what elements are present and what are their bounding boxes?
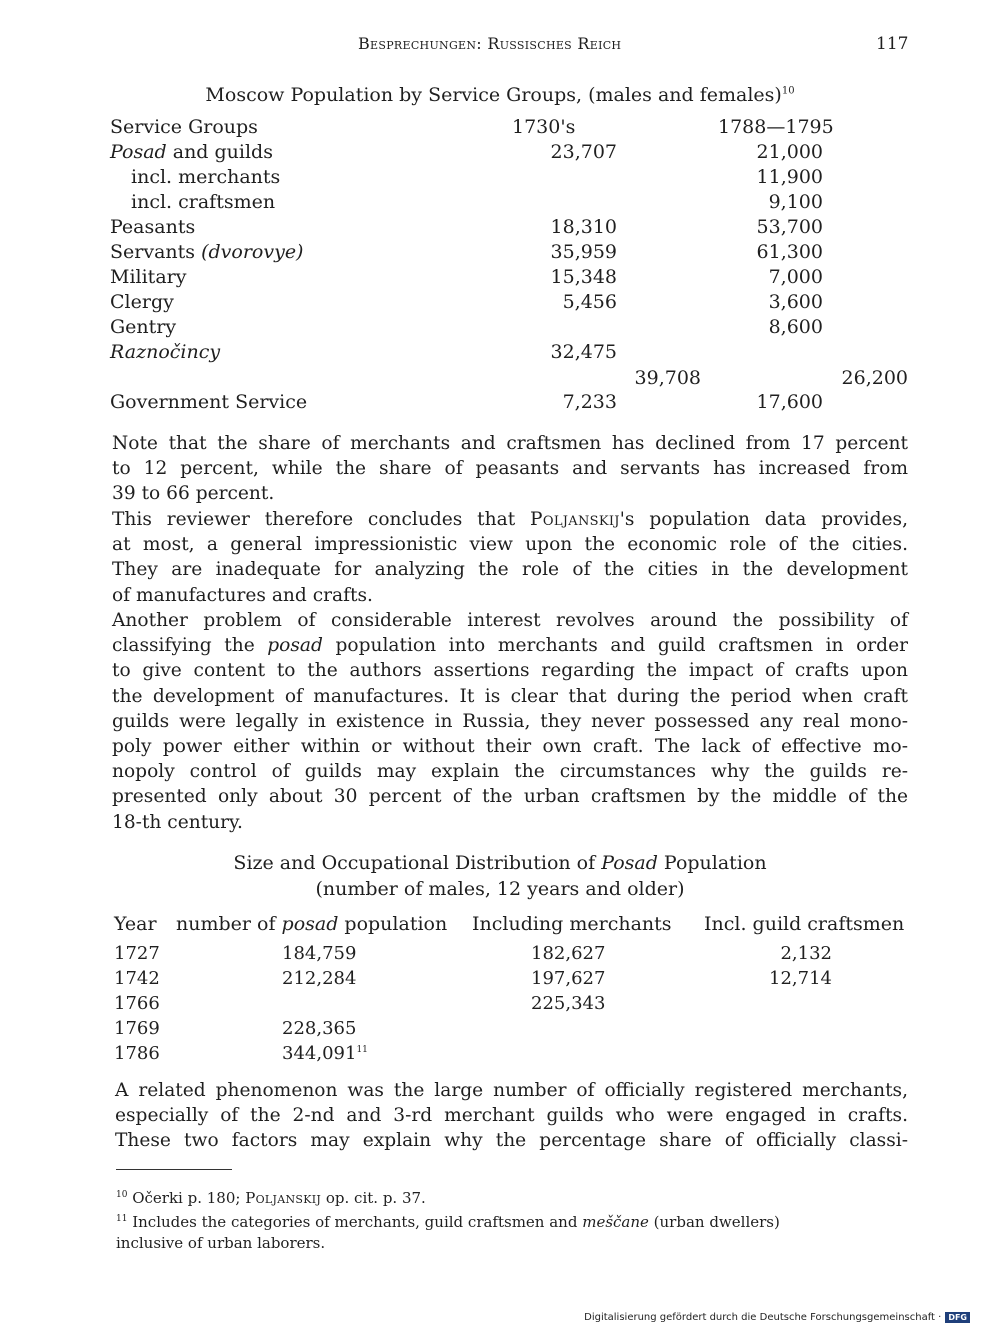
table2-caption: Size and Occupational Distribution of Posad Population <box>233 852 767 874</box>
table1-cell-1730: 5,456 <box>562 291 617 313</box>
text-line: classifying the posad population into merchants and guild craftsmen in order <box>112 635 908 657</box>
table1-row-label: Clergy <box>110 291 174 313</box>
table1-cell-1730: 15,348 <box>550 266 617 288</box>
author-name: Poljanskij <box>530 509 620 530</box>
footnote-ref-11: 11 <box>356 1045 368 1055</box>
table1-cell-1788: 21,000 <box>756 141 823 163</box>
table1-row-label: Posad and guilds <box>110 141 273 163</box>
table1-cell-1788: 53,700 <box>756 216 823 238</box>
table2-cell-merchants: 225,343 <box>531 993 606 1014</box>
table2-cell-merchants: 197,627 <box>531 968 606 989</box>
table2-header-year: Year <box>114 913 157 935</box>
table1-caption: Moscow Population by Service Groups, (males and females)$^{10}$ <box>205 84 795 106</box>
table1-header-group: Service Groups <box>110 116 258 138</box>
text-line: the development of manufactures. It is clear that during the period when craft <box>112 685 908 707</box>
table1-cell-1730: 18,310 <box>550 216 617 238</box>
table1-cell-1788: 61,300 <box>756 241 823 263</box>
table1-header-1730: 1730's <box>512 116 576 138</box>
text-line: to 12 percent, while the share of peasants and servants has increased from <box>112 458 908 480</box>
table2-cell-guild: 12,714 <box>769 968 832 989</box>
footnote-ref-10: 10 <box>781 85 795 97</box>
text-line: 18-th century. <box>112 811 243 833</box>
table2-cell-population: 212,284 <box>282 968 357 989</box>
table2-subcaption: (number of males, 12 years and older) <box>315 878 685 900</box>
table2-header-population: number of posad population <box>176 913 448 935</box>
table2-cell-guild: 2,132 <box>780 943 832 964</box>
table2-cell-year: 1742 <box>114 968 160 989</box>
table2-cell-population: 228,365 <box>282 1018 357 1039</box>
table2-cell-year: 1727 <box>114 943 160 964</box>
text-line: They are inadequate for analyzing the role of the cities in the development <box>112 559 908 581</box>
text-line: especially of the 2-nd and 3-rd merchant guilds who were engaged in crafts. <box>115 1105 908 1127</box>
text-line: Another problem of considerable interest revolves around the possibility of <box>112 610 908 631</box>
table2-cell-population: 344,091$^{11}$ <box>282 1043 368 1064</box>
funding-notice: Digitalisierung gefördert durch die Deutsche Forschungsgemeinschaft · DFG <box>584 1312 970 1323</box>
running-header: Besprechungen: Russisches Reich <box>358 34 622 53</box>
table1-cell-1730: 23,707 <box>550 141 617 163</box>
text-line: Note that the share of merchants and craftsmen has declined from 17 percent <box>112 433 908 454</box>
table2-cell-year: 1766 <box>114 993 160 1014</box>
footnote-11-continued: inclusive of urban laborers. <box>116 1234 326 1252</box>
paragraph-conclusion <box>112 507 908 608</box>
table1-cell-1788: 17,600 <box>756 391 823 413</box>
text-line: This reviewer therefore concludes that Poljanskij's population data provides, <box>112 509 908 530</box>
table2-cell-population: 184,759 <box>282 943 357 964</box>
text-line: nopoly control of guilds may explain the circumstances why the guilds re- <box>112 761 908 783</box>
table2-cell-year: 1786 <box>114 1043 160 1064</box>
footnote-11: $^{11}$ Includes the categories of merchants, guild craftsmen and meščane (urban dwellers) <box>116 1213 780 1231</box>
table2-header-guild: Incl. guild craftsmen <box>704 913 905 935</box>
table1-cell-1788: 8,600 <box>768 316 823 338</box>
table1-cell-1788: 7,000 <box>768 266 823 288</box>
table1-cell-1730: 7,233 <box>562 391 617 413</box>
paragraph-related-phenomenon <box>115 1078 908 1154</box>
text-line: A related phenomenon was the large number of officially registered merchants, <box>115 1080 908 1101</box>
table1-row-label: Government Service <box>110 391 308 413</box>
table1-row-label: Gentry <box>110 316 177 338</box>
dfg-logo: DFG <box>945 1312 970 1323</box>
text-line: These two factors may explain why the percentage share of officially classi- <box>115 1130 908 1152</box>
table1-row-label: Servants (dvorovye) <box>110 241 304 263</box>
table1-subtotal-1730: 39,708 <box>634 367 701 389</box>
text-line: to give content to the authors assertions regarding the impact of crafts upon <box>112 660 908 682</box>
table2-cell-year: 1769 <box>114 1018 160 1039</box>
table2-cell-merchants: 182,627 <box>531 943 606 964</box>
text-line: at most, a general impressionistic view upon the economic role of the cities. <box>112 534 908 556</box>
footnote-10: $^{10}$ Očerki p. 180; Poljanskij op. cit. p. 37. <box>116 1189 426 1207</box>
text-line: poly power either within or without their own craft. The lack of effective mo- <box>112 736 908 758</box>
text-line: of manufactures and crafts. <box>112 584 373 606</box>
table1-subtotal-1788: 26,200 <box>841 367 908 389</box>
text-line: 39 to 66 percent. <box>112 483 275 505</box>
table1-row-label: Raznočincy <box>110 341 221 363</box>
table1-cell-1730: 35,959 <box>550 241 617 263</box>
paragraph-note <box>112 431 908 507</box>
table1-cell-1730: 32,475 <box>550 341 617 363</box>
table1-row-label: Peasants <box>110 216 196 238</box>
table1-cell-1788: 3,600 <box>768 291 823 313</box>
table1-row-label: incl. merchants <box>131 166 281 188</box>
paragraph-posad-classification <box>112 608 908 835</box>
table2-header-merchants: Including merchants <box>472 913 672 935</box>
text-line: guilds were legally in existence in Russia, they never possessed any real mono- <box>112 710 908 732</box>
page-number: 117 <box>876 34 909 54</box>
table1-cell-1788: 11,900 <box>756 166 823 188</box>
text-line: presented only about 30 percent of the urban craftsmen by the middle of the <box>112 786 908 808</box>
footnote-rule <box>116 1169 232 1170</box>
table1-cell-1788: 9,100 <box>768 191 823 213</box>
table1-header-1788: 1788—1795 <box>718 116 834 138</box>
table1-row-label: Military <box>110 266 187 288</box>
table1-row-label: incl. craftsmen <box>131 191 276 213</box>
